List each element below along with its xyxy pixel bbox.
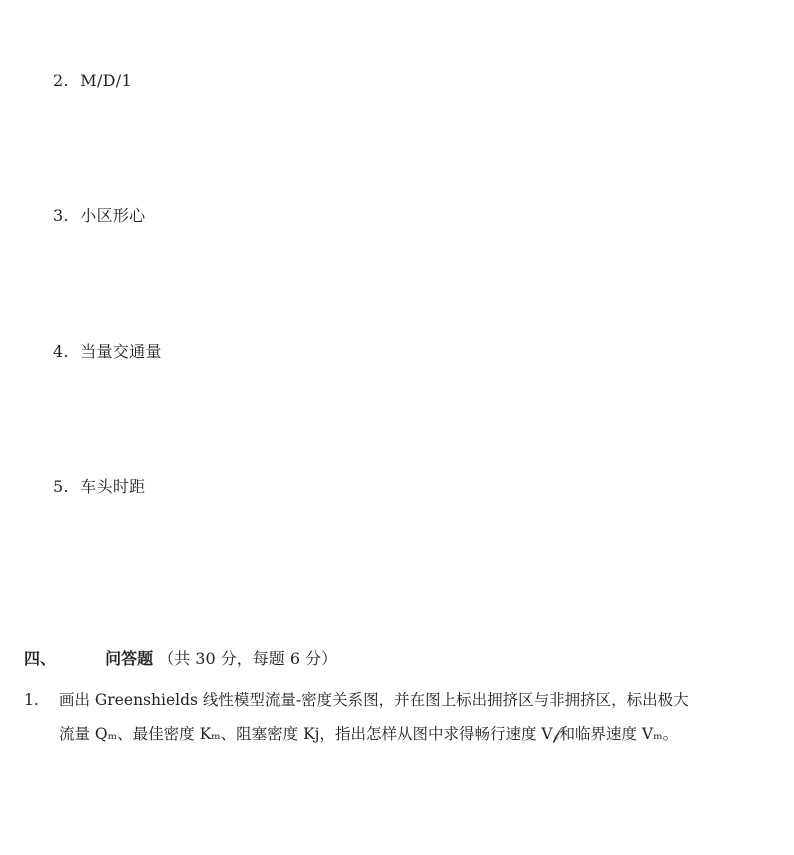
question-item-1 (24, 683, 784, 751)
question-line: 画出 Greenshields 线性模型流量-密度关系图，并在图上标出拥挤区与非拥挤区，标出极大 (59, 691, 689, 709)
term-number: 2. (53, 71, 69, 90)
term-number: 4. (53, 342, 69, 361)
term-item-5 (53, 477, 145, 497)
question-number: 1. (24, 691, 39, 709)
term-text: M/D/1 (80, 71, 132, 90)
section-number: 四、 (24, 649, 57, 668)
term-item-2 (53, 71, 132, 91)
question-line: 流量 Qₘ、最佳密度 Kₘ、阻塞密度 Kj，指出怎样从图中求得畅行速度 V𝒻和临界速度 Vₘ。 (59, 725, 679, 743)
section-note: （共 30 分，每题 6 分） (158, 649, 338, 668)
term-text: 当量交通量 (80, 342, 162, 361)
question-body (59, 683, 784, 751)
term-text: 车头时距 (80, 477, 146, 496)
term-item-4 (53, 342, 162, 362)
term-number: 5. (53, 477, 69, 496)
section-heading (24, 648, 337, 670)
term-item-3 (53, 206, 145, 226)
section-title: 问答题 (105, 649, 154, 668)
term-number: 3. (53, 206, 69, 225)
term-text: 小区形心 (80, 206, 146, 225)
